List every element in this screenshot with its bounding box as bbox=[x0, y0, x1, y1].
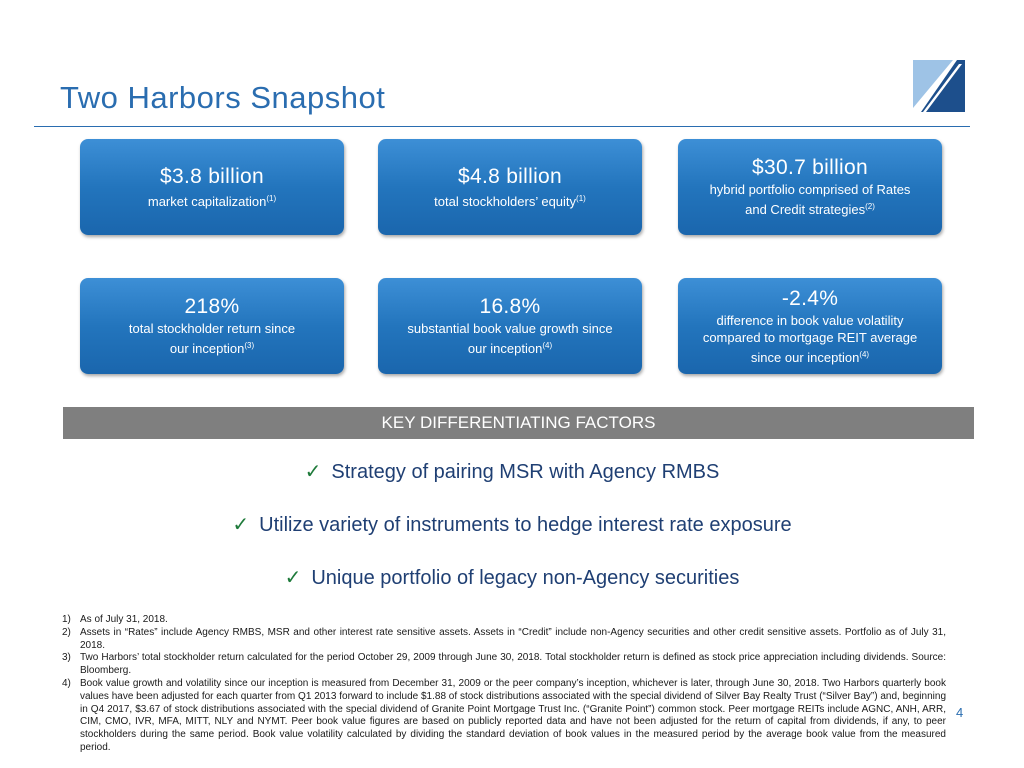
stat-box-equity bbox=[378, 139, 642, 235]
stat-value: $4.8 billion bbox=[457, 164, 562, 188]
factor-item: ✓ Utilize variety of instruments to hedge interest rate exposure bbox=[232, 514, 792, 536]
stat-description: substantial book value growth since our inception$^{(4)}$ bbox=[407, 321, 613, 356]
footnote: 3) Two Harbors’ total stockholder return calculated for the period October 29, 2009 through June 30, 2018. Total stockholder return is defined as stock price appreciation including dividends. Source: Bloomberg. bbox=[62, 652, 946, 677]
checkmark-icon: ✓ bbox=[304, 461, 322, 483]
stat-box-book-value-growth bbox=[378, 278, 642, 374]
stat-value: -2.4% bbox=[781, 286, 839, 310]
stat-description: hybrid portfolio comprised of Rates and Credit strategies$^{(2)}$ bbox=[709, 182, 911, 217]
footnote: 4) Book value growth and volatility since our inception is measured from December 31, 2009 or the peer company’s inception, whichever is later, through June 30, 2018. Two Harbors quarterly book values have been adjusted for each quarter from Q1 2013 forward to include $1.88 of stock distributions associated with the special dividend of Silver Bay Realty Trust (“Silver Bay”) and, beginning in Q4 2017, $3.67 of stock distributions associated with the special dividend of Granite Point Mortgage Trust Inc. (“Granite Point”) common stock. Peer mortgage REITs include AGNC, ANH, ARR, CIM, CMO, IVR, MFA, MITT, NLY and NYMT. Peer book value figures are based on publicly reported data and have not been adjusted for the return of capital from dividends, if any, to peer stockholders during the same period. Book value volatility calculated by dividing the standard deviation of book values in the measured period by the average book value from the measured period. bbox=[62, 677, 946, 753]
stat-value: 218% bbox=[184, 295, 240, 318]
stat-description: market capitalization$^{(1)}$ bbox=[147, 193, 277, 209]
company-logo bbox=[913, 56, 965, 112]
stat-value: $3.8 billion bbox=[159, 164, 264, 188]
checkmark-icon: ✓ bbox=[284, 567, 302, 589]
stat-description: total stockholders’ equity$^{(1)}$ bbox=[434, 193, 586, 209]
footnotes bbox=[62, 614, 946, 755]
factor-item: ✓ Unique portfolio of legacy non-Agency securities bbox=[284, 567, 740, 589]
page-number: 4 bbox=[956, 705, 964, 720]
stat-description: difference in book value volatility compared to mortgage REIT average since our inception$^{(4)}$ bbox=[702, 312, 918, 365]
stat-box-market-cap bbox=[80, 139, 344, 235]
footnote: 2) Assets in “Rates” include Agency RMBS, MSR and other interest rate sensitive assets. Assets in “Credit” include non-Agency securities and other credit sensitive assets. Portfolio as of July 31, 2018. bbox=[62, 626, 946, 651]
factor-item: ✓ Strategy of pairing MSR with Agency RMBS bbox=[304, 461, 720, 483]
stat-description: total stockholder return since our inception$^{(3)}$ bbox=[128, 321, 296, 356]
page-title: Two Harbors Snapshot bbox=[60, 80, 386, 115]
title-divider bbox=[34, 126, 970, 127]
stat-box-portfolio bbox=[678, 139, 942, 235]
footnote: 1) As of July 31, 2018. bbox=[62, 614, 168, 625]
stat-box-total-return bbox=[80, 278, 344, 374]
stat-box-volatility bbox=[678, 278, 942, 374]
checkmark-icon: ✓ bbox=[232, 514, 250, 536]
stat-value: $30.7 billion bbox=[752, 156, 868, 179]
key-factors-heading: KEY DIFFERENTIATING FACTORS bbox=[63, 407, 974, 439]
stat-value: 16.8% bbox=[479, 295, 541, 318]
